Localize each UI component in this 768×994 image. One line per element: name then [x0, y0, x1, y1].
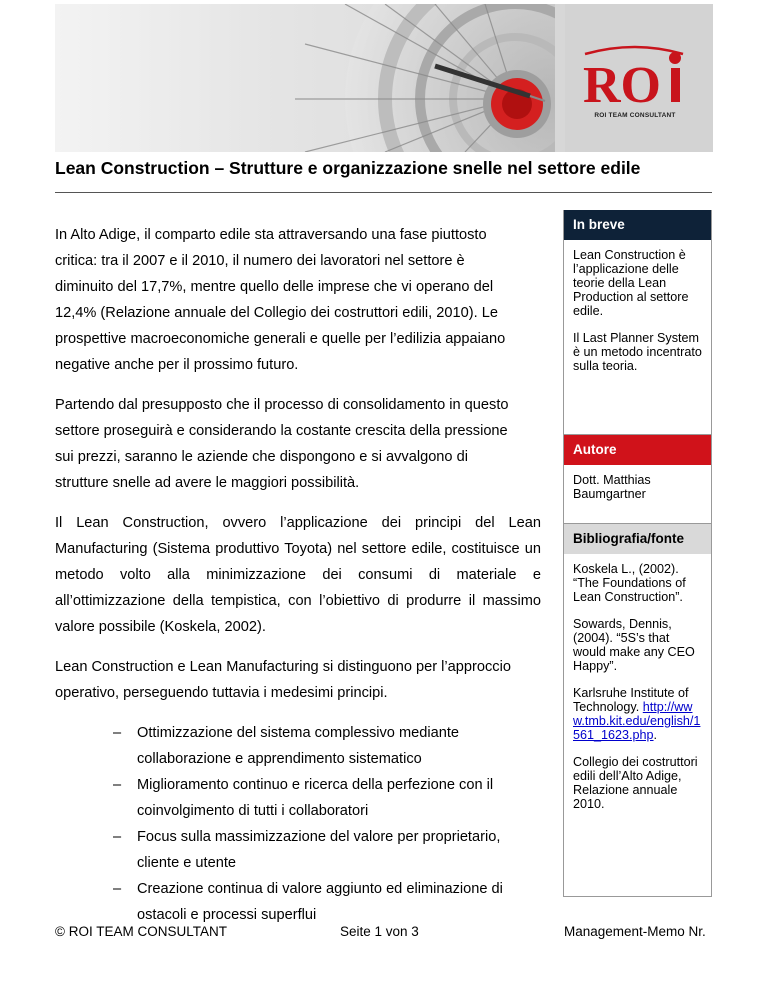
biblio-item: Sowards, Dennis, (2004). “5S’s that would make any CEO Happy”. [573, 617, 695, 673]
brief-section [564, 240, 711, 434]
text-line: settore proseguirà e considerando la costante crescita della pressione [55, 423, 508, 439]
main-body [55, 222, 541, 928]
footer-copyright: © ROI TEAM CONSULTANT [55, 924, 227, 939]
list-item: – Ottimizzazione del sistema complessivo mediante collaborazione e apprendimento sistematico [113, 720, 541, 772]
brief-item: Lean Construction è l’applicazione delle teorie della Lean Production al settore edile. [573, 248, 689, 318]
biblio-item-kit [573, 686, 702, 742]
text-line: negative anche per il prossimo futuro. [55, 357, 299, 373]
biblio-link-suffix: . [653, 728, 658, 742]
paragraph-comparison [55, 654, 541, 706]
text-line: prospettive macroeconomiche generali e quelle per l’edilizia appaiano [55, 331, 506, 347]
author-name: Dott. Matthias Baumgartner [573, 473, 651, 501]
text-line: Lean Construction e Lean Manufacturing si distinguono per l’approccio [55, 659, 511, 675]
list-item: – Miglioramento continuo e ricerca della perfezione con il coinvolgimento di tutti i collaboratori [113, 772, 541, 824]
title-divider [55, 192, 712, 193]
author-heading: Autore [564, 435, 711, 465]
page-title: Lean Construction – Strutture e organizzazione snelle nel settore edile [55, 158, 641, 178]
footer-memo: Management-Memo Nr. [564, 924, 706, 939]
biblio-item-text: Karlsruhe Institute of Technology. [573, 686, 689, 714]
text-line: Partendo dal presupposto che il processo di consolidamento in questo [55, 397, 509, 413]
text-line: 12,4% (Relazione annuale del Collegio dei costruttori edili, 2010). Le [55, 305, 498, 321]
sidebar [563, 210, 712, 897]
biblio-section [564, 554, 711, 830]
dartboard-image [55, 4, 555, 152]
paragraph-consolidation [55, 392, 541, 496]
paragraph-definition: Il Lean Construction, ovvero l’applicazione dei principi del Lean Manufacturing (Sistema produttivo Toyota) nel settore edile, costituisce un metodo volto alla minimizzazione dei consumi di materiale e all’ottimizzazione della tempistica, con l’obiettivo di produrre il massimo valore possibile (Koskela, 2002). [55, 515, 541, 635]
text-line: critica: tra il 2007 e il 2010, il numero dei lavoratori nel settore è [55, 253, 465, 269]
text-line: diminuito del 17,7%, mentre quello delle imprese che vi operano del [55, 279, 494, 295]
biblio-heading: Bibliografia/fonte [564, 524, 711, 554]
text-line: operativo, perseguendo tuttavia i medesimi principi. [55, 685, 388, 701]
header-banner [55, 4, 713, 152]
text-line: strutture snelle ad avere le maggiori possibilità. [55, 475, 360, 491]
biblio-item: Koskela L., (2002). “The Foundations of Lean Construction”. [573, 562, 686, 604]
dartboard-icon [55, 4, 555, 152]
text-line: sui prezzi, saranno le aziende che dispongono e si avvalgono di [55, 449, 468, 465]
footer-page-number: Seite 1 von 3 [340, 924, 419, 939]
svg-text:RO: RO [583, 57, 661, 114]
principles-list [55, 720, 541, 928]
biblio-link[interactable]: http://www.tmb.kit.edu/english/1561_1623.php [573, 700, 701, 742]
logo-caption: ROI TEAM CONSULTANT [594, 112, 676, 119]
author-section [564, 465, 711, 523]
text-line: In Alto Adige, il comparto edile sta attraversando una fase piuttosto [55, 227, 487, 243]
biblio-item: Collegio dei costruttori edili dell’Alto Adige, Relazione annuale 2010. [573, 755, 698, 811]
list-item: – Creazione continua di valore aggiunto ed eliminazione di ostacoli e processi superflui [113, 876, 541, 928]
list-item: – Focus sulla massimizzazione del valore per proprietario, cliente e utente [113, 824, 541, 876]
brief-item: Il Last Planner System è un metodo incentrato sulla teoria. [573, 331, 702, 373]
paragraph-intro [55, 222, 541, 378]
brief-heading: In breve [564, 210, 711, 240]
